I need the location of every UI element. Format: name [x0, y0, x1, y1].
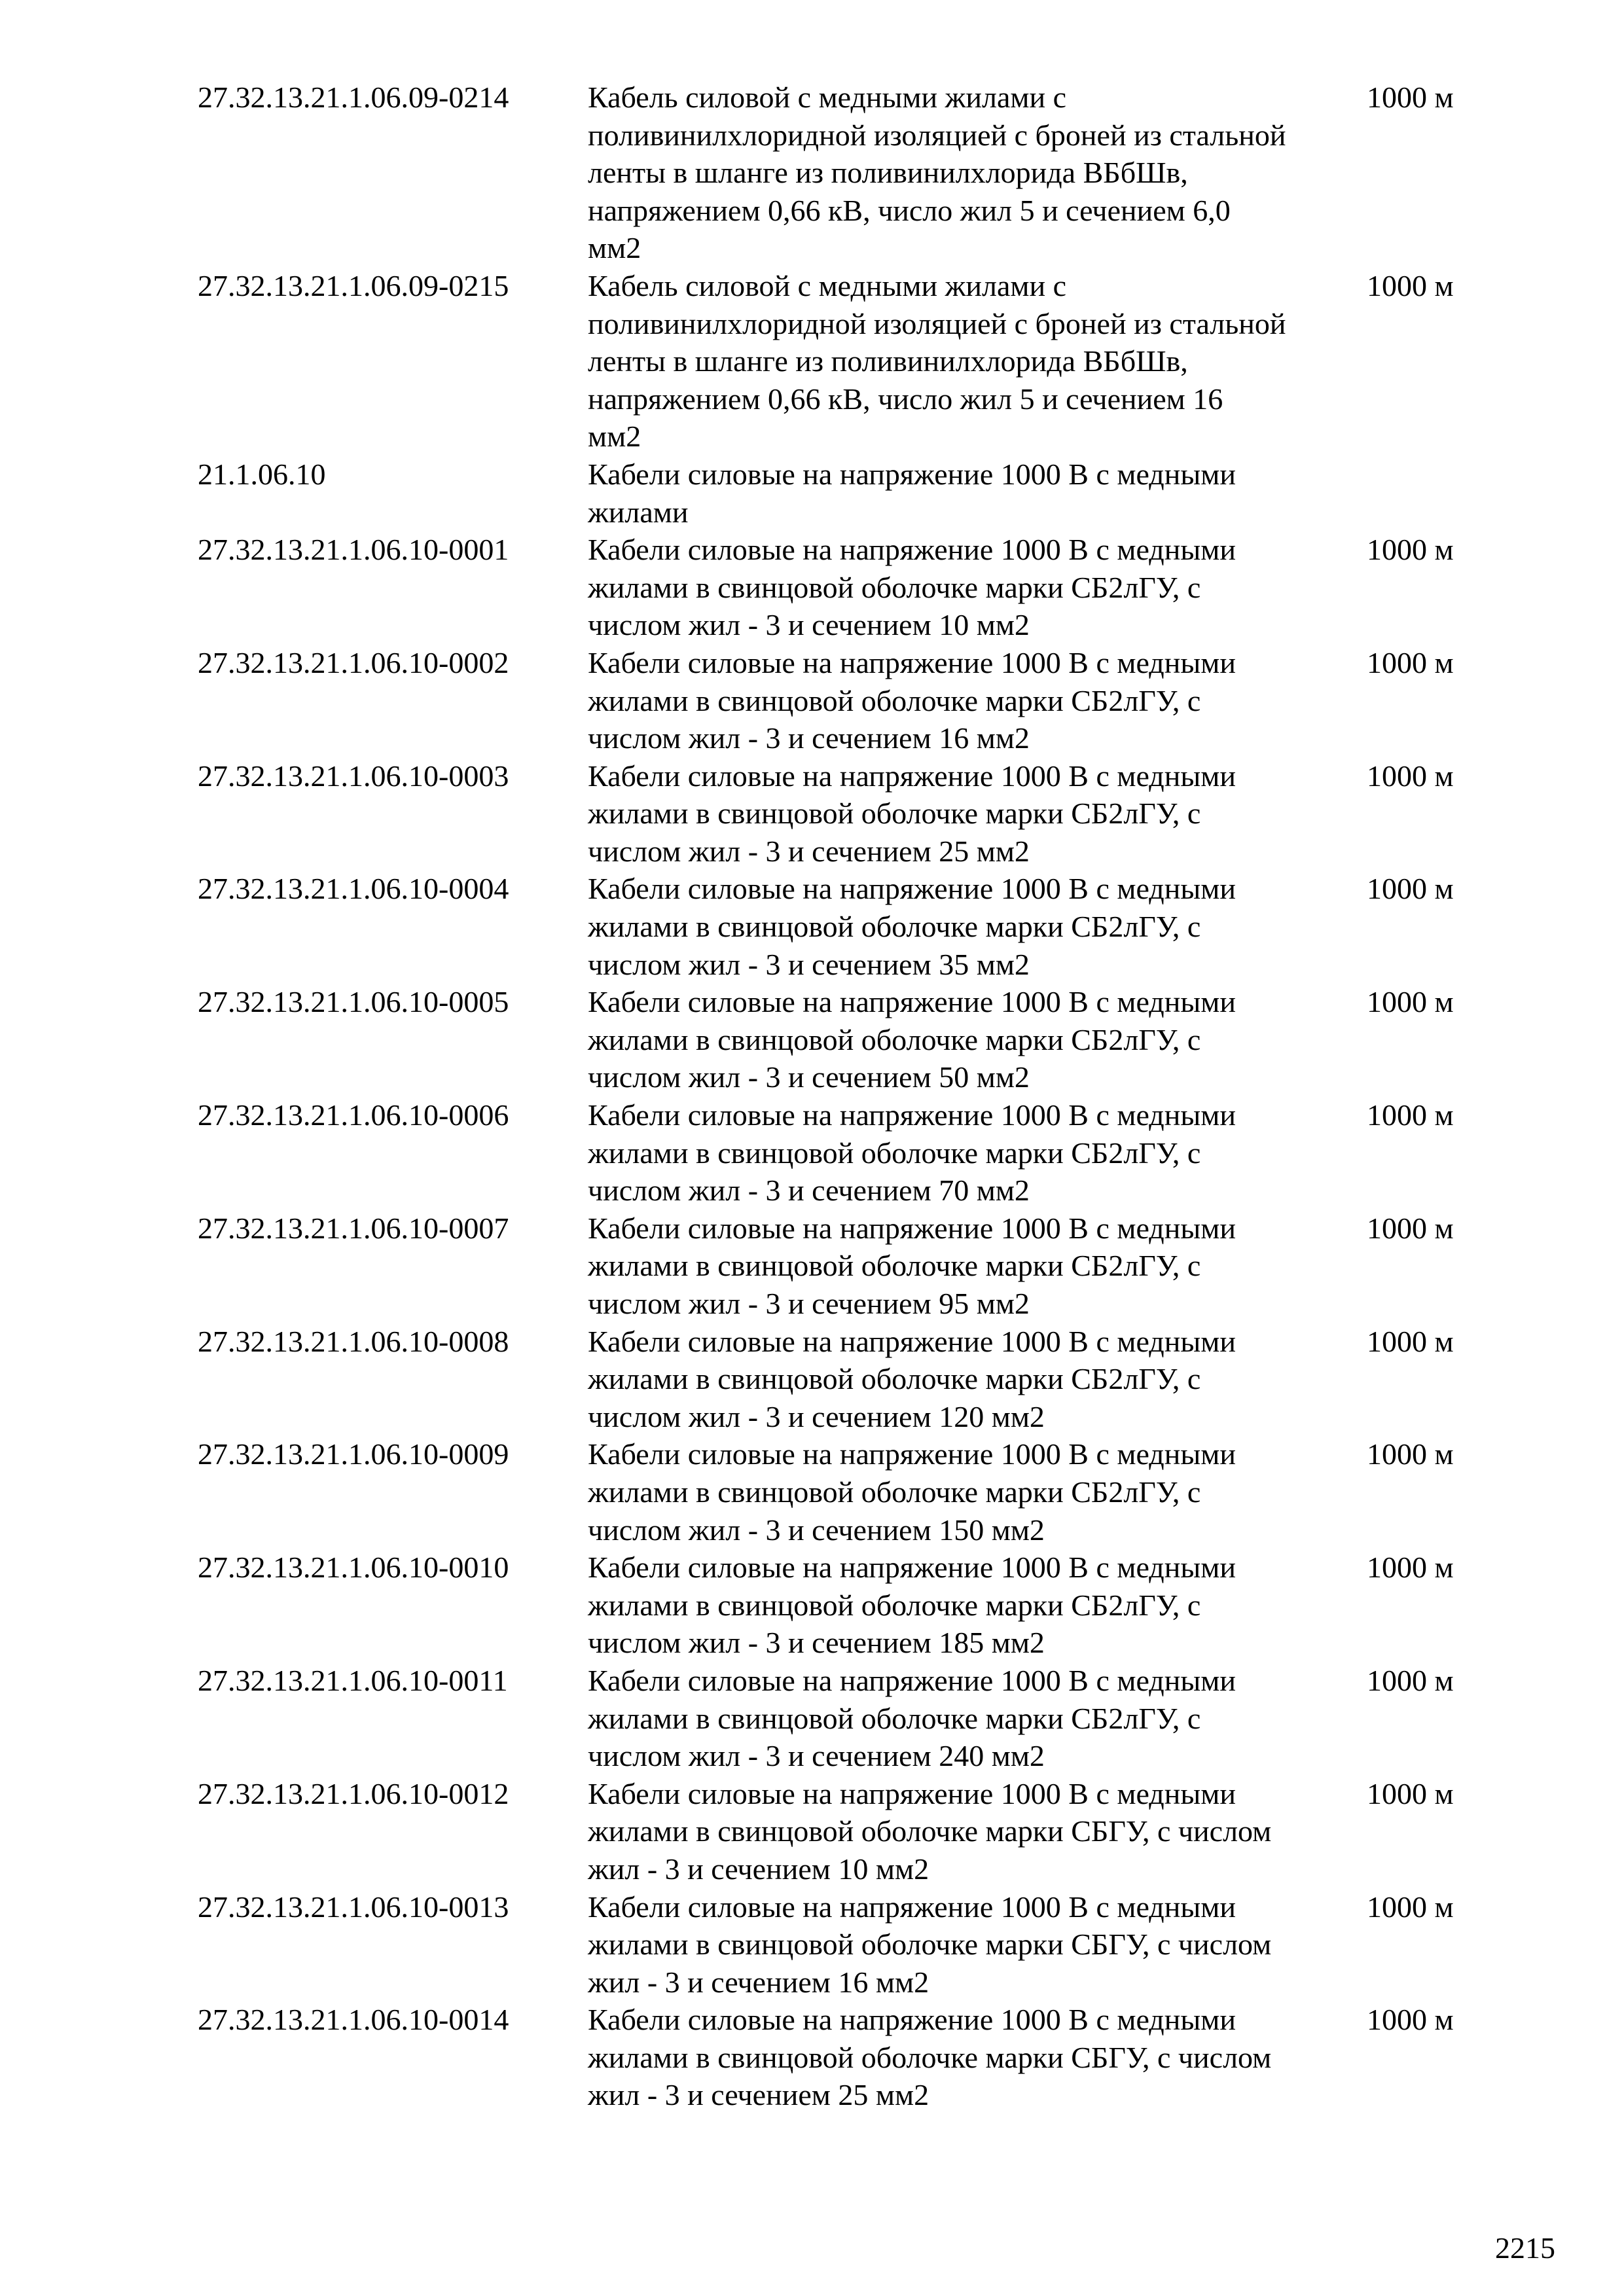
entry-description — [588, 1888, 1367, 2001]
entry-row — [198, 1775, 1507, 1888]
description-line: жилами в свинцовой оболочке марки СБ2лГУ, с — [588, 1249, 1201, 1283]
entry-unit: 1000 м — [1367, 872, 1454, 906]
description-line: жилами в свинцовой оболочке марки СБ2лГУ, с — [588, 683, 1201, 717]
entry-unit: 1000 м — [1367, 1551, 1454, 1585]
description-line: напряжением 0,66 кВ, число жил 5 и сечением 6,0 — [588, 193, 1231, 227]
entry-description — [588, 267, 1367, 456]
description-line: Кабели силовые на напряжение 1000 В с медными — [588, 1098, 1236, 1132]
entry-description — [588, 79, 1367, 267]
description-line: жил - 3 и сечением 25 мм2 — [588, 2078, 929, 2112]
entry-code: 27.32.13.21.1.06.10-0008 — [198, 1324, 509, 1358]
description-line: числом жил - 3 и сечением 16 мм2 — [588, 721, 1030, 755]
description-line: поливинилхлоридной изоляцией с броней из стальной — [588, 306, 1286, 340]
description-line: числом жил - 3 и сечением 95 мм2 — [588, 1287, 1030, 1320]
entry-unit: 1000 м — [1367, 1776, 1454, 1810]
entry-code: 27.32.13.21.1.06.10-0009 — [198, 1437, 509, 1471]
entry-row — [198, 1662, 1507, 1775]
entry-unit: 1000 м — [1367, 1098, 1454, 1132]
description-line: мм2 — [588, 231, 641, 265]
entry-row — [198, 1210, 1507, 1323]
description-line: жилами в свинцовой оболочке марки СБ2лГУ, с — [588, 1475, 1201, 1509]
entry-unit: 1000 м — [1367, 1211, 1454, 1245]
entry-code: 27.32.13.21.1.06.10-0012 — [198, 1776, 509, 1810]
description-line: жилами в свинцовой оболочке марки СБ2лГУ, с — [588, 1588, 1201, 1622]
description-line: числом жил - 3 и сечением 150 мм2 — [588, 1513, 1045, 1547]
description-line: жилами в свинцовой оболочке марки СБГУ, с числом — [588, 2040, 1272, 2074]
description-line: жилами — [588, 495, 689, 529]
entry-description — [588, 1662, 1367, 1775]
description-line: числом жил - 3 и сечением 10 мм2 — [588, 608, 1030, 642]
description-line: ленты в шланге из поливинилхлорида ВБбШв, — [588, 344, 1188, 378]
entry-unit: 1000 м — [1367, 645, 1454, 679]
entry-code: 27.32.13.21.1.06.09-0214 — [198, 81, 509, 114]
entry-description — [588, 870, 1367, 983]
entry-row — [198, 1549, 1507, 1662]
entry-unit: 1000 м — [1367, 985, 1454, 1019]
description-line: жил - 3 и сечением 10 мм2 — [588, 1852, 929, 1886]
entry-description — [588, 1435, 1367, 1549]
description-line: Кабели силовые на напряжение 1000 В с медными — [588, 759, 1236, 793]
description-line: Кабели силовые на напряжение 1000 В с медными — [588, 1663, 1236, 1697]
price-list-entries — [198, 79, 1507, 2114]
entry-row — [198, 531, 1507, 644]
entry-unit: 1000 м — [1367, 1890, 1454, 1924]
entry-unit: 1000 м — [1367, 1437, 1454, 1471]
description-line: Кабели силовые на напряжение 1000 В с медными — [588, 645, 1236, 679]
entry-unit: 1000 м — [1367, 268, 1454, 302]
entry-description — [588, 1210, 1367, 1323]
description-line: жилами в свинцовой оболочке марки СБ2лГУ, с — [588, 1136, 1201, 1170]
description-line: Кабели силовые на напряжение 1000 В с медными — [588, 1551, 1236, 1585]
entry-code: 27.32.13.21.1.06.10-0011 — [198, 1663, 508, 1697]
entry-unit: 1000 м — [1367, 1324, 1454, 1358]
entry-description — [588, 1096, 1367, 1210]
description-line: Кабели силовые на напряжение 1000 В с медными — [588, 1437, 1236, 1471]
entry-code: 27.32.13.21.1.06.10-0014 — [198, 2003, 509, 2037]
entry-row — [198, 983, 1507, 1096]
description-line: Кабели силовые на напряжение 1000 В с медными — [588, 457, 1236, 491]
entry-code: 27.32.13.21.1.06.10-0001 — [198, 533, 509, 567]
description-line: Кабель силовой с медными жилами с — [588, 268, 1067, 302]
entry-code: 27.32.13.21.1.06.10-0002 — [198, 645, 509, 679]
description-line: Кабели силовые на напряжение 1000 В с медными — [588, 1324, 1236, 1358]
entry-row — [198, 1323, 1507, 1436]
description-line: числом жил - 3 и сечением 120 мм2 — [588, 1399, 1045, 1433]
entry-row — [198, 870, 1507, 983]
description-line: жилами в свинцовой оболочке марки СБ2лГУ, с — [588, 1362, 1201, 1396]
entry-row — [198, 267, 1507, 456]
description-line: жилами в свинцовой оболочке марки СБ2лГУ, с — [588, 797, 1201, 831]
description-line: числом жил - 3 и сечением 50 мм2 — [588, 1060, 1030, 1094]
entry-row — [198, 1096, 1507, 1210]
entry-row — [198, 1888, 1507, 2001]
entry-row — [198, 79, 1507, 267]
description-line: числом жил - 3 и сечением 240 мм2 — [588, 1739, 1045, 1773]
description-line: жилами в свинцовой оболочке марки СБ2лГУ, с — [588, 1022, 1201, 1056]
entry-code: 27.32.13.21.1.06.10-0013 — [198, 1890, 509, 1924]
entry-unit: 1000 м — [1367, 759, 1454, 793]
page-number: 2215 — [1495, 2231, 1555, 2265]
description-line: напряжением 0,66 кВ, число жил 5 и сечением 16 — [588, 382, 1223, 416]
description-line: Кабель силовой с медными жилами с — [588, 81, 1067, 114]
description-line: жилами в свинцовой оболочке марки СБГУ, с числом — [588, 1928, 1272, 1962]
entry-code: 21.1.06.10 — [198, 457, 326, 491]
description-line: жилами в свинцовой оболочке марки СБ2лГУ, с — [588, 570, 1201, 604]
description-line: Кабели силовые на напряжение 1000 В с медными — [588, 2003, 1236, 2037]
entry-code: 27.32.13.21.1.06.10-0004 — [198, 872, 509, 906]
entry-unit: 1000 м — [1367, 533, 1454, 567]
entry-row — [198, 1435, 1507, 1549]
entry-description — [588, 531, 1367, 644]
description-line: поливинилхлоридной изоляцией с броней из стальной — [588, 118, 1286, 152]
entry-code: 27.32.13.21.1.06.10-0005 — [198, 985, 509, 1019]
description-line: ленты в шланге из поливинилхлорида ВБбШв, — [588, 156, 1188, 190]
description-line: числом жил - 3 и сечением 35 мм2 — [588, 947, 1030, 981]
entry-code: 27.32.13.21.1.06.10-0006 — [198, 1098, 509, 1132]
description-line: жилами в свинцовой оболочке марки СБГУ, с числом — [588, 1814, 1272, 1848]
entry-description — [588, 983, 1367, 1096]
entry-code: 27.32.13.21.1.06.10-0010 — [198, 1551, 509, 1585]
description-line: числом жил - 3 и сечением 70 мм2 — [588, 1174, 1030, 1208]
entry-description — [588, 1775, 1367, 1888]
entry-description — [588, 1323, 1367, 1436]
description-line: Кабели силовые на напряжение 1000 В с медными — [588, 872, 1236, 906]
description-line: жилами в свинцовой оболочке марки СБ2лГУ, с — [588, 1701, 1201, 1735]
description-line: Кабели силовые на напряжение 1000 В с медными — [588, 1211, 1236, 1245]
entry-description — [588, 1549, 1367, 1662]
entry-description — [588, 456, 1367, 531]
entry-description — [588, 757, 1367, 870]
description-line: жил - 3 и сечением 16 мм2 — [588, 1965, 929, 1999]
description-line: Кабели силовые на напряжение 1000 В с медными — [588, 1890, 1236, 1924]
description-line: числом жил - 3 и сечением 185 мм2 — [588, 1626, 1045, 1660]
entry-code: 27.32.13.21.1.06.10-0003 — [198, 759, 509, 793]
description-line: числом жил - 3 и сечением 25 мм2 — [588, 834, 1030, 868]
description-line: Кабели силовые на напряжение 1000 В с медными — [588, 533, 1236, 567]
description-line: Кабели силовые на напряжение 1000 В с медными — [588, 1776, 1236, 1810]
entry-code: 27.32.13.21.1.06.10-0007 — [198, 1211, 509, 1245]
description-line: жилами в свинцовой оболочке марки СБ2лГУ, с — [588, 910, 1201, 944]
entry-description — [588, 644, 1367, 757]
entry-code: 27.32.13.21.1.06.09-0215 — [198, 268, 509, 302]
entry-unit: 1000 м — [1367, 1663, 1454, 1697]
entry-row — [198, 644, 1507, 757]
description-line: мм2 — [588, 420, 641, 454]
entry-row — [198, 456, 1507, 531]
description-line: Кабели силовые на напряжение 1000 В с медными — [588, 985, 1236, 1019]
entry-unit: 1000 м — [1367, 2003, 1454, 2037]
entry-row — [198, 2001, 1507, 2114]
entry-unit: 1000 м — [1367, 81, 1454, 114]
entry-row — [198, 757, 1507, 870]
entry-description — [588, 2001, 1367, 2114]
